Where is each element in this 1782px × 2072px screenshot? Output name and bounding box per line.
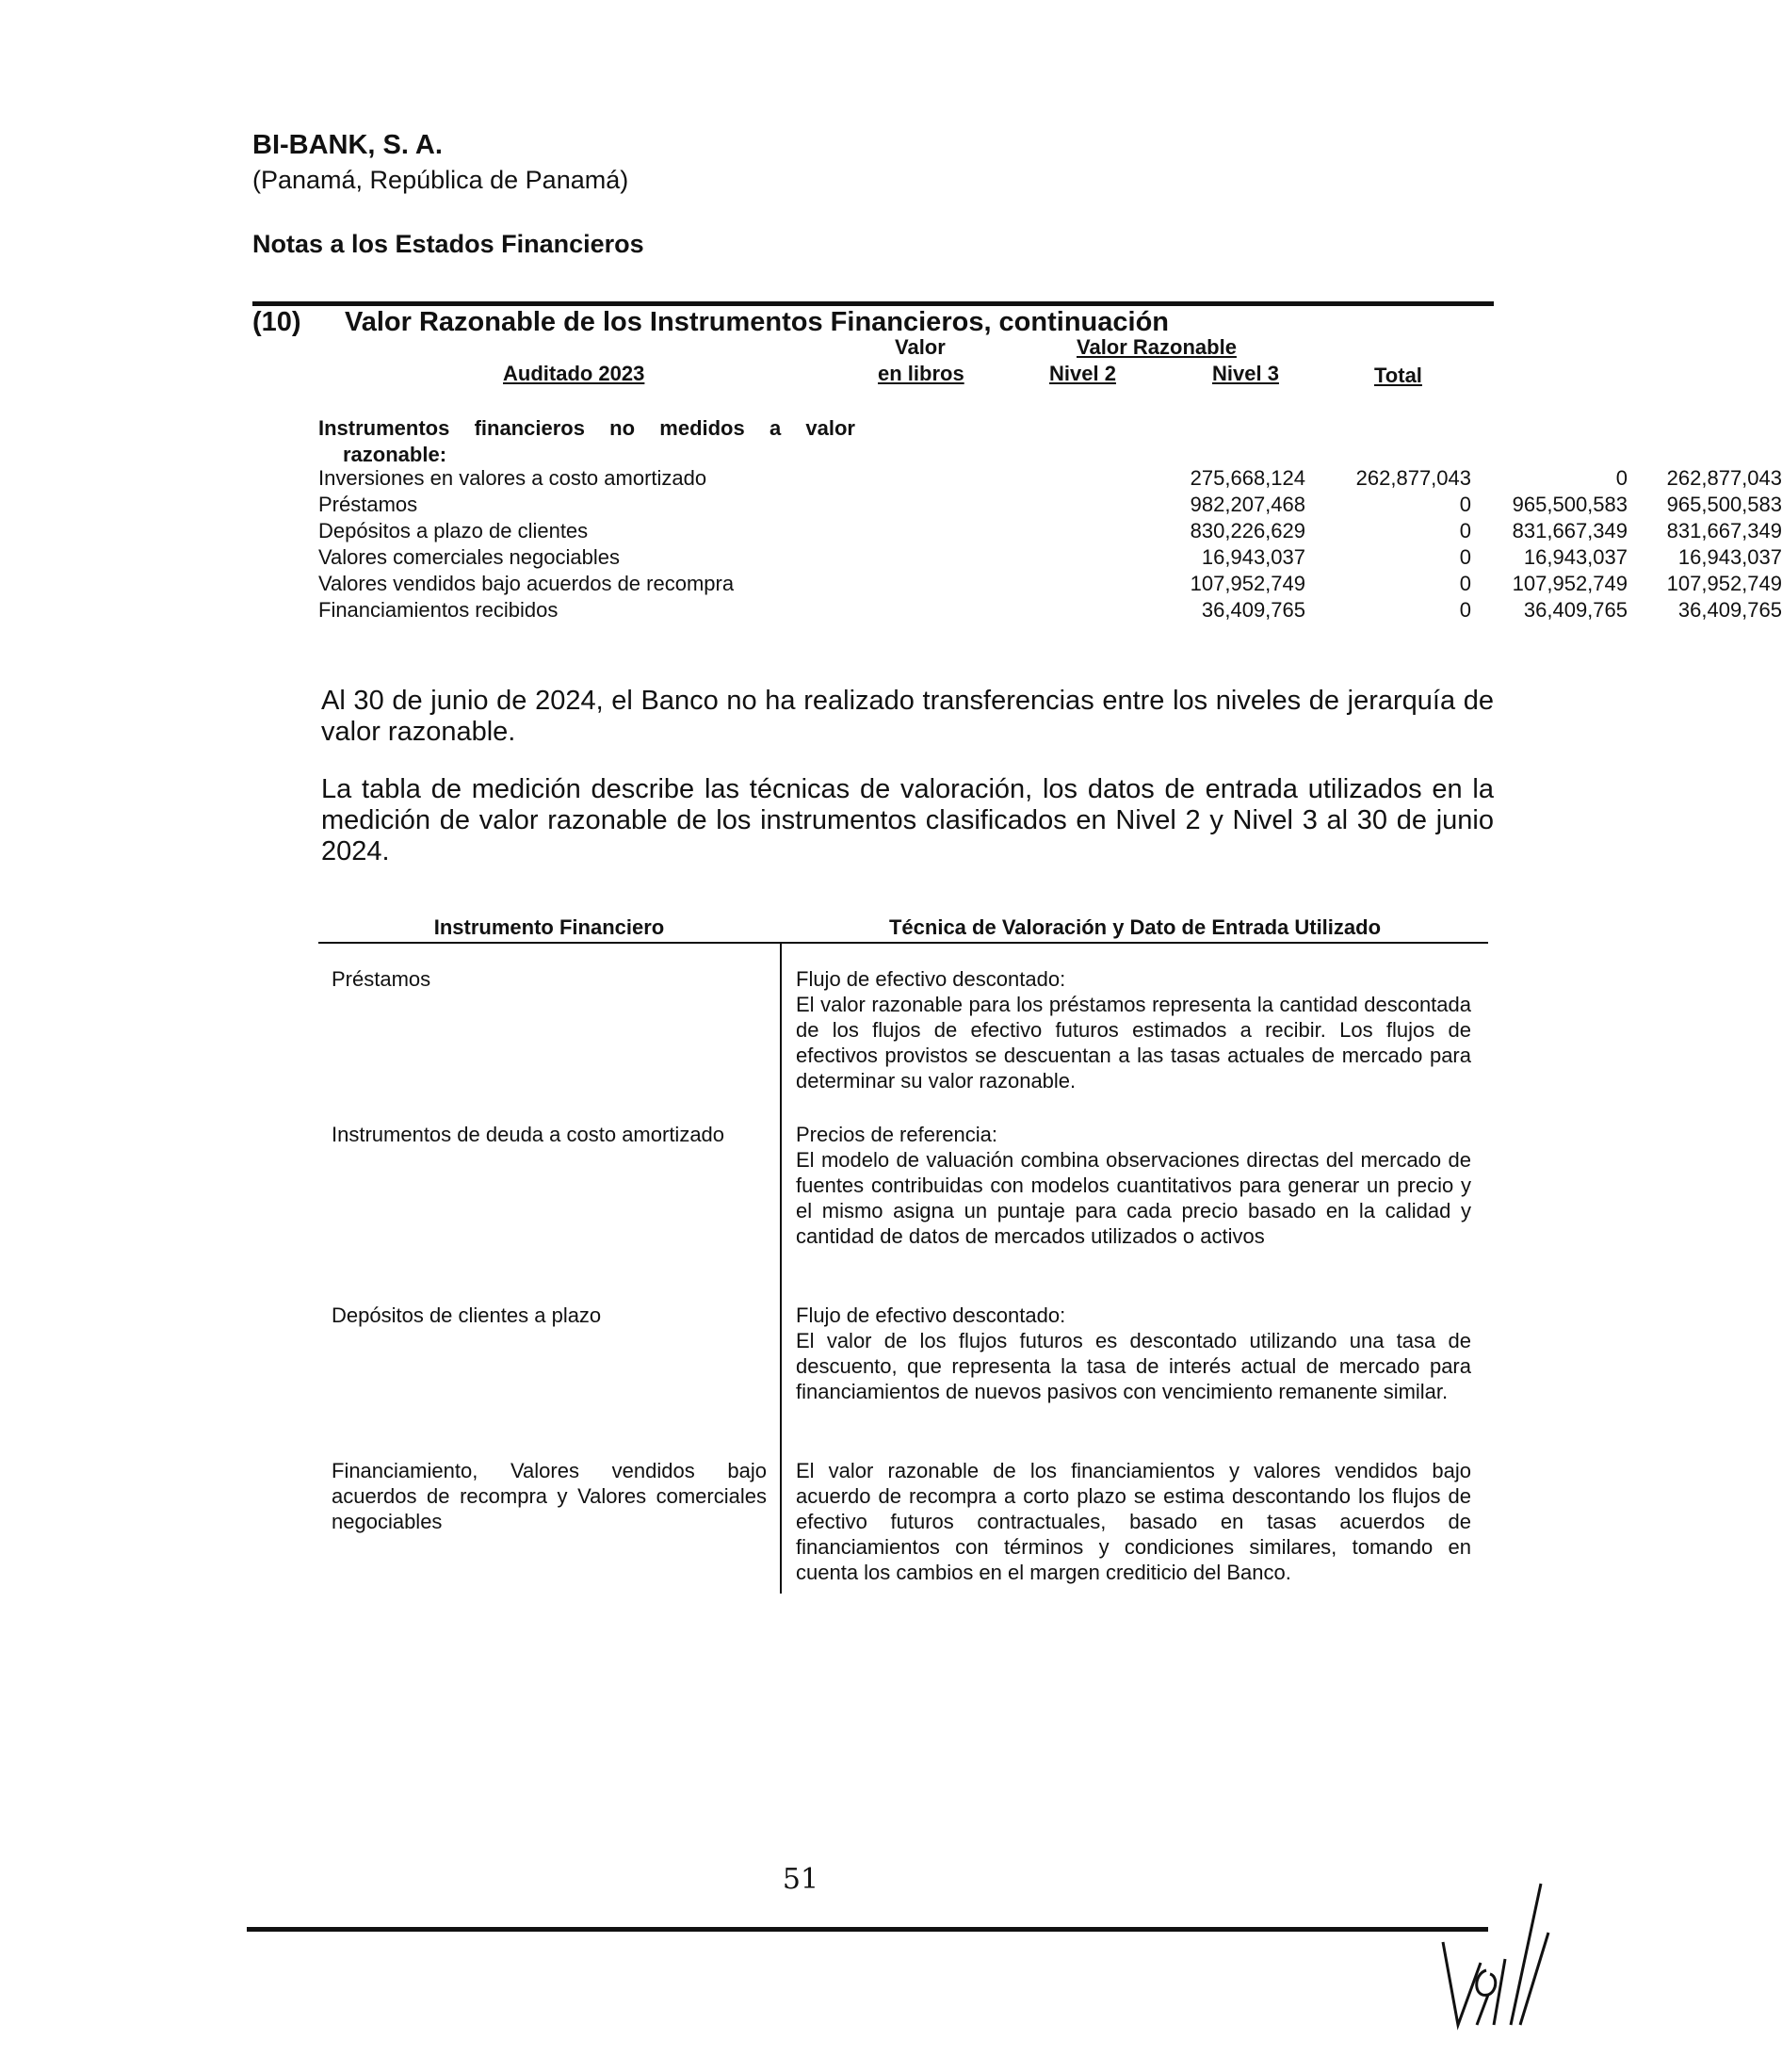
valor-header-top: Valor (895, 335, 946, 359)
group-label-line2: razonable: (343, 443, 447, 466)
section-number: (10) (252, 307, 301, 337)
technique-title: Flujo de efectivo descontado: (796, 967, 1066, 991)
table-row (318, 465, 1782, 492)
table-row (318, 518, 1782, 544)
row-total: 262,877,043 (1666, 466, 1782, 490)
row-nivel2: 0 (1459, 572, 1471, 595)
row-total: 16,943,037 (1677, 545, 1782, 569)
section-divider (252, 301, 1494, 306)
table-group-label (318, 415, 855, 468)
row-valor-libros: 16,943,037 (1201, 545, 1305, 569)
row-name: Préstamos (318, 493, 418, 516)
row-nivel2: 0 (1459, 493, 1471, 516)
row-nivel2: 262,877,043 (1355, 466, 1471, 490)
table-row (318, 597, 1782, 623)
technique-description (796, 966, 1471, 1093)
technique-description (796, 1303, 1471, 1404)
valor-razonable-header: Valor Razonable (1077, 335, 1237, 359)
row-name: Depósitos a plazo de clientes (318, 519, 589, 542)
valor-header-bottom: en libros (878, 362, 964, 385)
row-nivel3: 0 (1615, 466, 1628, 490)
paragraph-measurement: La tabla de medición describe las técnicas de valoración, los datos de entrada utilizados en la medición de valor razonable de los instrumentos clasificados en Nivel 2 y Nivel 3 al 30 de junio 2024. (321, 774, 1494, 866)
technique-title: Precios de referencia: (796, 1123, 997, 1146)
row-nivel3: 965,500,583 (1512, 493, 1628, 516)
technique-text: El modelo de valuación combina observaciones directas del mercado de fuentes contribuidas con modelos cuantitativos para generar un precio y el mismo asigna un puntaje para cada precio basado en la calidad y cantidad de datos de mercados utilizados o activos (796, 1148, 1471, 1248)
technique-instrument: Depósitos de clientes a plazo (332, 1303, 602, 1327)
row-nivel3: 831,667,349 (1512, 519, 1628, 542)
page-number: 51 (782, 1863, 819, 1896)
technique-col2-header: Técnica de Valoración y Dato de Entrada Utilizado (888, 915, 1382, 939)
row-nivel2: 0 (1459, 598, 1471, 622)
paragraph-transfers: Al 30 de junio de 2024, el Banco no ha realizado transferencias entre los niveles de jerarquía de valor razonable. (321, 686, 1494, 747)
footer-rule (247, 1927, 1488, 1932)
row-nivel3: 16,943,037 (1523, 545, 1628, 569)
table-row (318, 571, 1782, 597)
company-name: BI-BANK, S. A. (252, 130, 443, 160)
row-name: Inversiones en valores a costo amortizado (318, 466, 707, 490)
row-valor-libros: 107,952,749 (1190, 572, 1305, 595)
nivel3-header: Nivel 3 (1212, 362, 1279, 385)
period-label: Auditado 2023 (503, 362, 645, 385)
row-nivel2: 0 (1459, 545, 1471, 569)
row-valor-libros: 275,668,124 (1190, 466, 1305, 490)
row-total: 831,667,349 (1666, 519, 1782, 542)
notes-title: Notas a los Estados Financieros (252, 230, 644, 258)
technique-instrument: Préstamos (332, 967, 431, 991)
technique-title: Flujo de efectivo descontado: (796, 1303, 1066, 1327)
technique-header-rule (318, 942, 1488, 944)
signature-initials-icon (1439, 1884, 1552, 2025)
row-name: Valores comerciales negociables (318, 545, 620, 569)
row-valor-libros: 830,226,629 (1190, 519, 1305, 542)
total-header: Total (1374, 364, 1422, 387)
technique-instrument: Financiamiento, Valores vendidos bajo acuerdos de recompra y Valores comerciales negociables (332, 1459, 767, 1533)
technique-text: El valor de los flujos futuros es descontado utilizando una tasa de descuento, que representa la tasa de interés actual de mercado para financiamientos de nuevos pasivos con vencimiento remanente similar. (796, 1329, 1471, 1403)
technique-instrument: Instrumentos de deuda a costo amortizado (332, 1123, 725, 1146)
row-total: 36,409,765 (1677, 598, 1782, 622)
technique-description (796, 1458, 1471, 1585)
technique-col1-header: Instrumento Financiero (433, 915, 665, 939)
table-row (318, 544, 1782, 571)
row-total: 107,952,749 (1666, 572, 1782, 595)
section-title: Valor Razonable de los Instrumentos Financieros, continuación (345, 307, 1169, 337)
technique-column-divider (780, 942, 782, 1594)
row-nivel3: 36,409,765 (1523, 598, 1628, 622)
row-total: 965,500,583 (1666, 493, 1782, 516)
nivel2-header: Nivel 2 (1049, 362, 1116, 385)
technique-description (796, 1122, 1471, 1249)
group-label-line1: Instrumentos financieros no medidos a valor (318, 416, 855, 440)
row-name: Financiamientos recibidos (318, 598, 559, 622)
company-location: (Panamá, República de Panamá) (252, 166, 629, 194)
row-valor-libros: 982,207,468 (1190, 493, 1305, 516)
row-valor-libros: 36,409,765 (1201, 598, 1305, 622)
row-name: Valores vendidos bajo acuerdos de recompra (318, 572, 735, 595)
technique-text: El valor razonable para los préstamos representa la cantidad descontada de los flujos de efectivo futuros estimados a recibir. Los flujos de efectivos provistos se descuentan a las tasas actuales de mercado para determinar su valor razonable. (796, 993, 1471, 1093)
technique-text: El valor razonable de los financiamientos y valores vendidos bajo acuerdo de recompra a corto plazo se estima descontando los flujos de efectivo futuros contractuales, basado en tasas acuerdos de financiamientos con términos y condiciones similares, tomando en cuenta los cambios en el margen crediticio del Banco. (796, 1459, 1471, 1584)
table-row (318, 492, 1782, 518)
row-nivel2: 0 (1459, 519, 1471, 542)
row-nivel3: 107,952,749 (1512, 572, 1628, 595)
